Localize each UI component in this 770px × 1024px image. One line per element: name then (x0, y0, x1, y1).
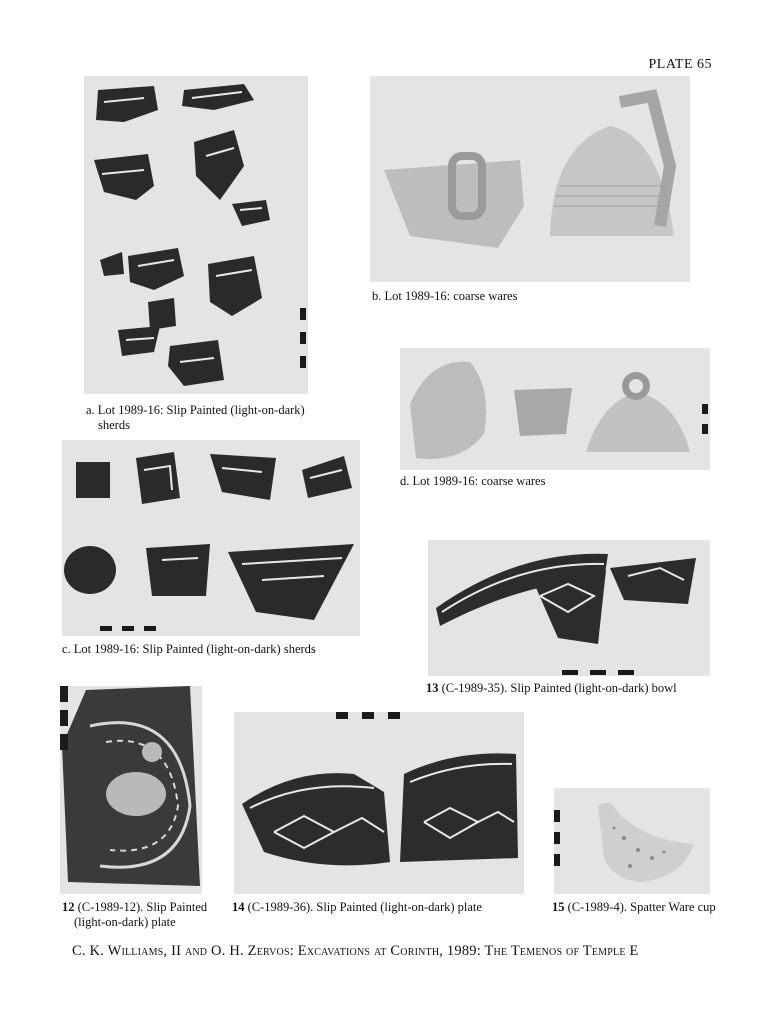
caption-12 (62, 900, 214, 930)
caption-13-text: (C-1989-35). Slip Painted (light-on-dark) bowl (438, 681, 677, 695)
photo-d-coarse-wares (400, 348, 710, 470)
photo-14-plate (234, 712, 524, 894)
photo-c-sherds (62, 440, 360, 636)
caption-14-text: (C-1989-36). Slip Painted (light-on-dark) plate (244, 900, 482, 914)
caption-a: a. Lot 1989-16: Slip Painted (light-on-dark) sherds (86, 403, 305, 432)
caption-14-number: 14 (232, 900, 245, 914)
photo-d-image (400, 348, 710, 470)
caption-d: d. Lot 1989-16: coarse wares (400, 474, 546, 488)
photo-b-coarse-wares (370, 76, 690, 282)
caption-b: b. Lot 1989-16: coarse wares (372, 289, 518, 303)
caption-12-text: (C-1989-12). Slip Painted (light-on-dark) plate (74, 900, 208, 929)
photo-12-image (60, 686, 202, 894)
photo-a-sherds (84, 76, 308, 394)
caption-15-number: 15 (552, 900, 565, 914)
caption-12-number: 12 (62, 900, 75, 914)
caption-15 (552, 900, 722, 915)
photo-b-image (370, 76, 690, 282)
photo-14-image (234, 712, 524, 894)
running-footer: C. K. Williams, II and O. H. Zervos: Excavations at Corinth, 1989: The Temenos of Temple E (72, 943, 639, 959)
photo-13-bowl (428, 540, 710, 676)
plate-number: PLATE 65 (648, 57, 712, 72)
photo-15-cup (554, 788, 710, 894)
caption-c: c. Lot 1989-16: Slip Painted (light-on-dark) sherds (62, 642, 316, 656)
photo-c-image (62, 440, 360, 636)
photo-12-plate (60, 686, 202, 894)
caption-15-text: (C-1989-4). Spatter Ware cup (564, 900, 716, 914)
caption-14 (232, 900, 482, 915)
photo-13-image (428, 540, 710, 676)
caption-13-number: 13 (426, 681, 439, 695)
photo-15-image (554, 788, 710, 894)
caption-13 (426, 681, 677, 696)
photo-a-image (84, 76, 308, 394)
